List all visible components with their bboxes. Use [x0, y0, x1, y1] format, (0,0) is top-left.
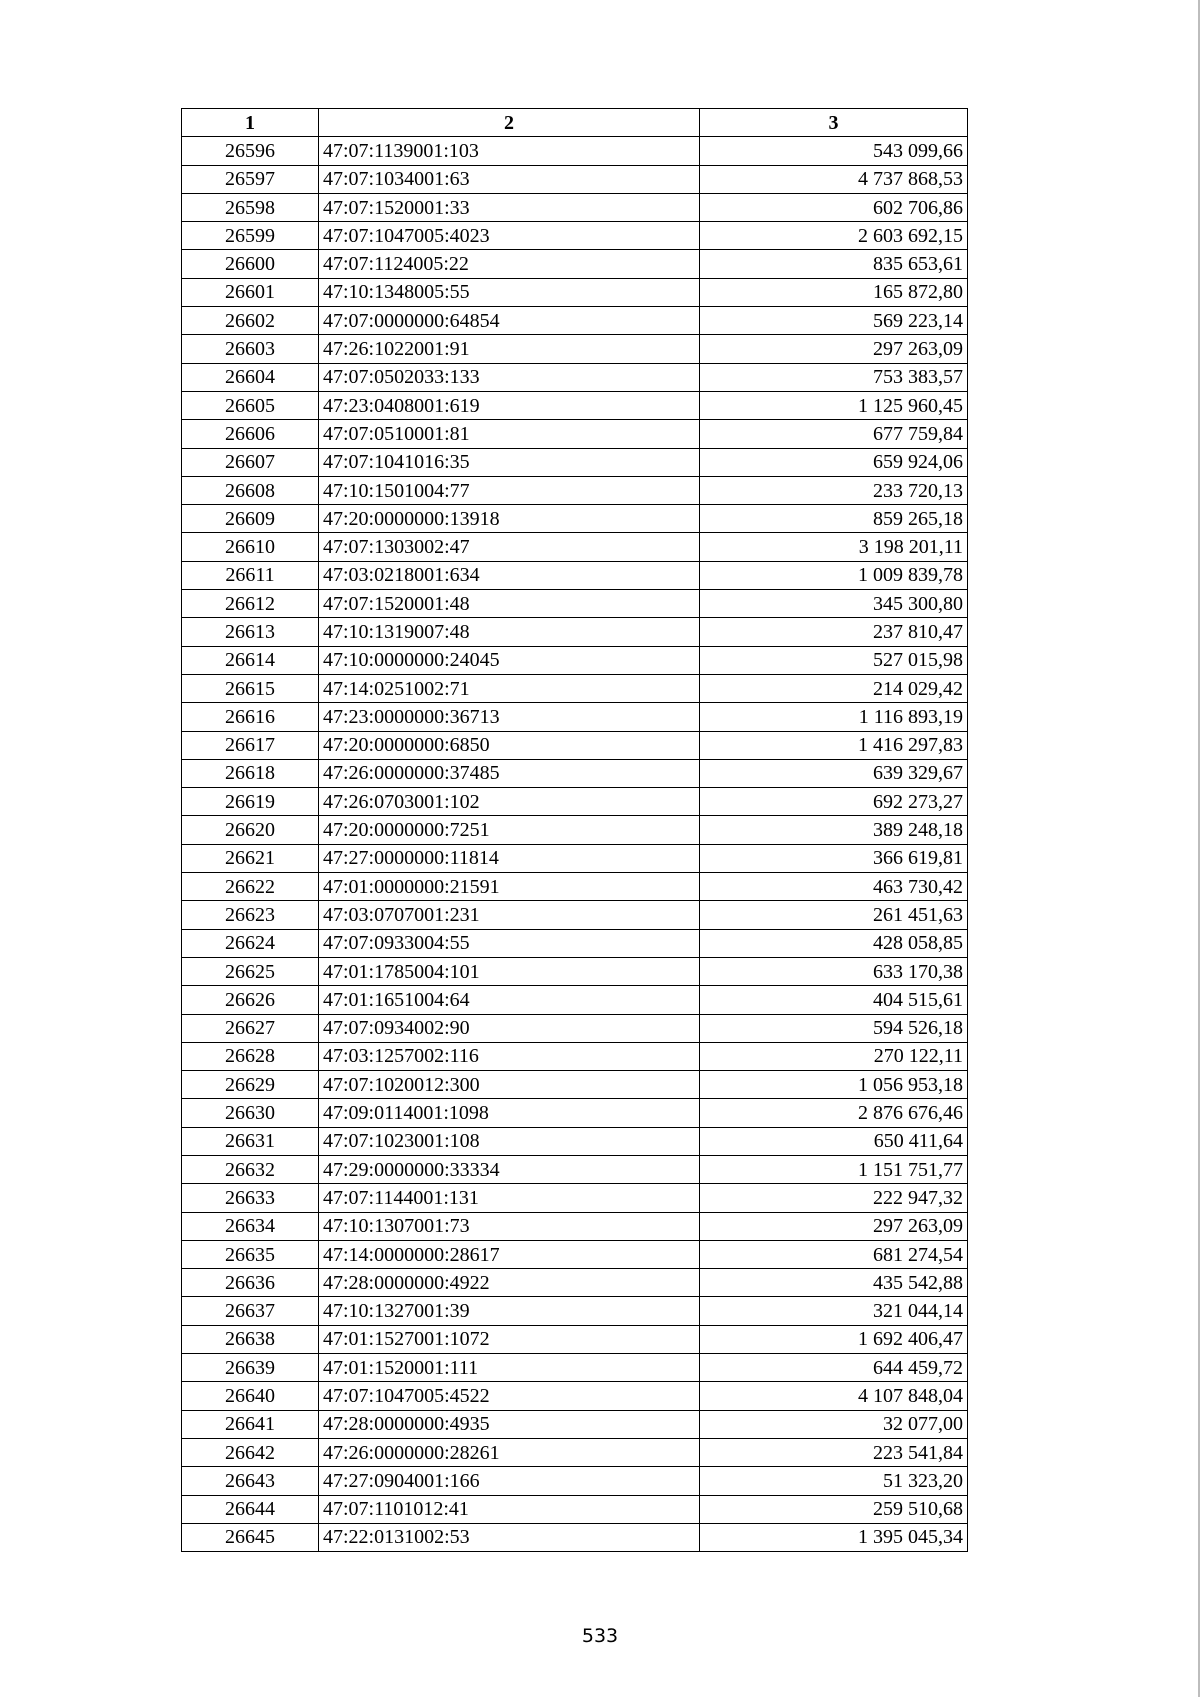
row-number: 26621	[182, 844, 319, 872]
cadastral-number: 47:01:1785004:101	[319, 957, 700, 985]
cadastral-number: 47:07:0510001:81	[319, 420, 700, 448]
cadastral-value: 435 542,88	[700, 1269, 968, 1297]
cadastral-number: 47:27:0904001:166	[319, 1467, 700, 1495]
row-number: 26617	[182, 731, 319, 759]
cadastral-value: 463 730,42	[700, 873, 968, 901]
cadastral-number: 47:07:1023001:108	[319, 1127, 700, 1155]
cadastral-value: 1 125 960,45	[700, 391, 968, 419]
cadastral-value: 1 395 045,34	[700, 1523, 968, 1551]
row-number: 26643	[182, 1467, 319, 1495]
cadastral-number: 47:07:1101012:41	[319, 1495, 700, 1523]
header-col-2: 2	[319, 109, 700, 137]
table-row	[182, 1014, 968, 1042]
cadastral-value: 237 810,47	[700, 618, 968, 646]
cadastral-value: 366 619,81	[700, 844, 968, 872]
cadastral-value: 859 265,18	[700, 505, 968, 533]
row-number: 26629	[182, 1071, 319, 1099]
table-row	[182, 929, 968, 957]
cadastral-value: 753 383,57	[700, 363, 968, 391]
cadastral-value: 321 044,14	[700, 1297, 968, 1325]
row-number: 26596	[182, 137, 319, 165]
table-row	[182, 1127, 968, 1155]
cadastral-value: 4 107 848,04	[700, 1382, 968, 1410]
table-row	[182, 1467, 968, 1495]
row-number: 26611	[182, 561, 319, 589]
cadastral-value: 345 300,80	[700, 590, 968, 618]
table-row	[182, 1212, 968, 1240]
table-row	[182, 533, 968, 561]
row-number: 26624	[182, 929, 319, 957]
cadastral-number: 47:01:1651004:64	[319, 986, 700, 1014]
table-row	[182, 1354, 968, 1382]
cadastral-number: 47:22:0131002:53	[319, 1523, 700, 1551]
row-number: 26608	[182, 476, 319, 504]
table-row	[182, 1382, 968, 1410]
row-number: 26637	[182, 1297, 319, 1325]
cadastral-value: 214 029,42	[700, 674, 968, 702]
cadastral-number: 47:07:0000000:64854	[319, 307, 700, 335]
table-row	[182, 137, 968, 165]
table-row	[182, 1184, 968, 1212]
cadastral-number: 47:29:0000000:33334	[319, 1155, 700, 1183]
cadastral-number: 47:10:0000000:24045	[319, 646, 700, 674]
header-row	[182, 109, 968, 137]
table-row	[182, 1297, 968, 1325]
table-row	[182, 731, 968, 759]
table-row	[182, 420, 968, 448]
cadastral-number: 47:14:0000000:28617	[319, 1240, 700, 1268]
table-row	[182, 901, 968, 929]
cadastral-value: 681 274,54	[700, 1240, 968, 1268]
cadastral-number: 47:28:0000000:4922	[319, 1269, 700, 1297]
table-row	[182, 561, 968, 589]
table-row	[182, 1071, 968, 1099]
row-number: 26612	[182, 590, 319, 618]
cadastral-number: 47:10:1501004:77	[319, 476, 700, 504]
cadastral-number: 47:01:1520001:111	[319, 1354, 700, 1382]
row-number: 26641	[182, 1410, 319, 1438]
row-number: 26619	[182, 788, 319, 816]
row-number: 26616	[182, 703, 319, 731]
cadastral-number: 47:10:1327001:39	[319, 1297, 700, 1325]
cadastral-value: 270 122,11	[700, 1042, 968, 1070]
row-number: 26610	[182, 533, 319, 561]
cadastral-value: 404 515,61	[700, 986, 968, 1014]
cadastral-number: 47:10:1348005:55	[319, 278, 700, 306]
table-row	[182, 674, 968, 702]
cadastral-number: 47:07:1520001:48	[319, 590, 700, 618]
cadastral-number: 47:07:1047005:4522	[319, 1382, 700, 1410]
row-number: 26639	[182, 1354, 319, 1382]
document-page	[181, 108, 968, 1552]
table-header	[182, 109, 968, 137]
cadastral-value: 1 692 406,47	[700, 1325, 968, 1353]
row-number: 26631	[182, 1127, 319, 1155]
cadastral-number: 47:07:1020012:300	[319, 1071, 700, 1099]
table-row	[182, 873, 968, 901]
table-row	[182, 816, 968, 844]
cadastral-value: 428 058,85	[700, 929, 968, 957]
table-row	[182, 788, 968, 816]
cadastral-number: 47:03:0218001:634	[319, 561, 700, 589]
row-number: 26618	[182, 759, 319, 787]
table-row	[182, 505, 968, 533]
table-row	[182, 957, 968, 985]
row-number: 26599	[182, 222, 319, 250]
cadastral-value-table	[181, 108, 968, 1552]
cadastral-number: 47:20:0000000:13918	[319, 505, 700, 533]
table-row	[182, 476, 968, 504]
cadastral-number: 47:14:0251002:71	[319, 674, 700, 702]
cadastral-value: 261 451,63	[700, 901, 968, 929]
table-row	[182, 391, 968, 419]
table-row	[182, 250, 968, 278]
table-row	[182, 278, 968, 306]
cadastral-number: 47:01:0000000:21591	[319, 873, 700, 901]
row-number: 26635	[182, 1240, 319, 1268]
cadastral-value: 223 541,84	[700, 1438, 968, 1466]
table-row	[182, 590, 968, 618]
row-number: 26628	[182, 1042, 319, 1070]
table-row	[182, 1155, 968, 1183]
cadastral-number: 47:26:1022001:91	[319, 335, 700, 363]
cadastral-value: 1 116 893,19	[700, 703, 968, 731]
row-number: 26613	[182, 618, 319, 646]
cadastral-value: 1 151 751,77	[700, 1155, 968, 1183]
cadastral-value: 297 263,09	[700, 1212, 968, 1240]
cadastral-value: 1 416 297,83	[700, 731, 968, 759]
table-row	[182, 335, 968, 363]
table-row	[182, 1438, 968, 1466]
row-number: 26644	[182, 1495, 319, 1523]
cadastral-number: 47:07:0502033:133	[319, 363, 700, 391]
cadastral-number: 47:07:1144001:131	[319, 1184, 700, 1212]
row-number: 26634	[182, 1212, 319, 1240]
cadastral-number: 47:07:1047005:4023	[319, 222, 700, 250]
table-row	[182, 193, 968, 221]
cadastral-number: 47:10:1319007:48	[319, 618, 700, 646]
cadastral-value: 527 015,98	[700, 646, 968, 674]
cadastral-value: 569 223,14	[700, 307, 968, 335]
cadastral-number: 47:07:1041016:35	[319, 448, 700, 476]
header-col-1: 1	[182, 109, 319, 137]
table-row	[182, 1099, 968, 1127]
table-row	[182, 1042, 968, 1070]
row-number: 26642	[182, 1438, 319, 1466]
cadastral-number: 47:07:1520001:33	[319, 193, 700, 221]
table-row	[182, 165, 968, 193]
cadastral-number: 47:07:1303002:47	[319, 533, 700, 561]
row-number: 26645	[182, 1523, 319, 1551]
cadastral-number: 47:26:0703001:102	[319, 788, 700, 816]
cadastral-value: 602 706,86	[700, 193, 968, 221]
table-row	[182, 1240, 968, 1268]
cadastral-value: 644 459,72	[700, 1354, 968, 1382]
cadastral-value: 233 720,13	[700, 476, 968, 504]
cadastral-value: 222 947,32	[700, 1184, 968, 1212]
cadastral-number: 47:03:0707001:231	[319, 901, 700, 929]
cadastral-value: 165 872,80	[700, 278, 968, 306]
cadastral-value: 650 411,64	[700, 1127, 968, 1155]
cadastral-number: 47:27:0000000:11814	[319, 844, 700, 872]
cadastral-number: 47:07:1139001:103	[319, 137, 700, 165]
table-row	[182, 986, 968, 1014]
row-number: 26607	[182, 448, 319, 476]
cadastral-value: 659 924,06	[700, 448, 968, 476]
row-number: 26605	[182, 391, 319, 419]
cadastral-number: 47:23:0408001:619	[319, 391, 700, 419]
cadastral-number: 47:07:1034001:63	[319, 165, 700, 193]
row-number: 26609	[182, 505, 319, 533]
table-row	[182, 363, 968, 391]
row-number: 26602	[182, 307, 319, 335]
table-row	[182, 618, 968, 646]
row-number: 26632	[182, 1155, 319, 1183]
row-number: 26604	[182, 363, 319, 391]
cadastral-number: 47:07:0934002:90	[319, 1014, 700, 1042]
row-number: 26625	[182, 957, 319, 985]
cadastral-number: 47:07:1124005:22	[319, 250, 700, 278]
row-number: 26615	[182, 674, 319, 702]
row-number: 26636	[182, 1269, 319, 1297]
cadastral-number: 47:10:1307001:73	[319, 1212, 700, 1240]
cadastral-value: 835 653,61	[700, 250, 968, 278]
cadastral-number: 47:07:0933004:55	[319, 929, 700, 957]
row-number: 26600	[182, 250, 319, 278]
row-number: 26627	[182, 1014, 319, 1042]
row-number: 26598	[182, 193, 319, 221]
row-number: 26606	[182, 420, 319, 448]
row-number: 26630	[182, 1099, 319, 1127]
table-row	[182, 646, 968, 674]
row-number: 26633	[182, 1184, 319, 1212]
table-row	[182, 307, 968, 335]
cadastral-number: 47:20:0000000:6850	[319, 731, 700, 759]
cadastral-value: 543 099,66	[700, 137, 968, 165]
cadastral-number: 47:28:0000000:4935	[319, 1410, 700, 1438]
cadastral-value: 389 248,18	[700, 816, 968, 844]
table-row	[182, 1495, 968, 1523]
cadastral-value: 297 263,09	[700, 335, 968, 363]
table-row	[182, 448, 968, 476]
cadastral-value: 2 876 676,46	[700, 1099, 968, 1127]
table-body	[182, 137, 968, 1552]
cadastral-value: 633 170,38	[700, 957, 968, 985]
table-row	[182, 222, 968, 250]
table-row	[182, 1523, 968, 1551]
row-number: 26626	[182, 986, 319, 1014]
cadastral-value: 51 323,20	[700, 1467, 968, 1495]
cadastral-number: 47:20:0000000:7251	[319, 816, 700, 844]
cadastral-value: 677 759,84	[700, 420, 968, 448]
cadastral-number: 47:23:0000000:36713	[319, 703, 700, 731]
row-number: 26620	[182, 816, 319, 844]
table-row	[182, 1325, 968, 1353]
cadastral-number: 47:26:0000000:28261	[319, 1438, 700, 1466]
cadastral-value: 3 198 201,11	[700, 533, 968, 561]
cadastral-value: 4 737 868,53	[700, 165, 968, 193]
table-row	[182, 844, 968, 872]
table-row	[182, 759, 968, 787]
table-row	[182, 1410, 968, 1438]
row-number: 26603	[182, 335, 319, 363]
cadastral-number: 47:09:0114001:1098	[319, 1099, 700, 1127]
page-number: 533	[581, 1625, 619, 1647]
row-number: 26638	[182, 1325, 319, 1353]
cadastral-value: 1 009 839,78	[700, 561, 968, 589]
row-number: 26597	[182, 165, 319, 193]
row-number: 26640	[182, 1382, 319, 1410]
cadastral-number: 47:01:1527001:1072	[319, 1325, 700, 1353]
cadastral-value: 32 077,00	[700, 1410, 968, 1438]
row-number: 26622	[182, 873, 319, 901]
cadastral-value: 692 273,27	[700, 788, 968, 816]
table-row	[182, 1269, 968, 1297]
cadastral-value: 2 603 692,15	[700, 222, 968, 250]
cadastral-number: 47:03:1257002:116	[319, 1042, 700, 1070]
row-number: 26623	[182, 901, 319, 929]
row-number: 26614	[182, 646, 319, 674]
cadastral-value: 594 526,18	[700, 1014, 968, 1042]
cadastral-number: 47:26:0000000:37485	[319, 759, 700, 787]
table-row	[182, 703, 968, 731]
row-number: 26601	[182, 278, 319, 306]
cadastral-value: 639 329,67	[700, 759, 968, 787]
cadastral-value: 1 056 953,18	[700, 1071, 968, 1099]
header-col-3: 3	[700, 109, 968, 137]
cadastral-value: 259 510,68	[700, 1495, 968, 1523]
